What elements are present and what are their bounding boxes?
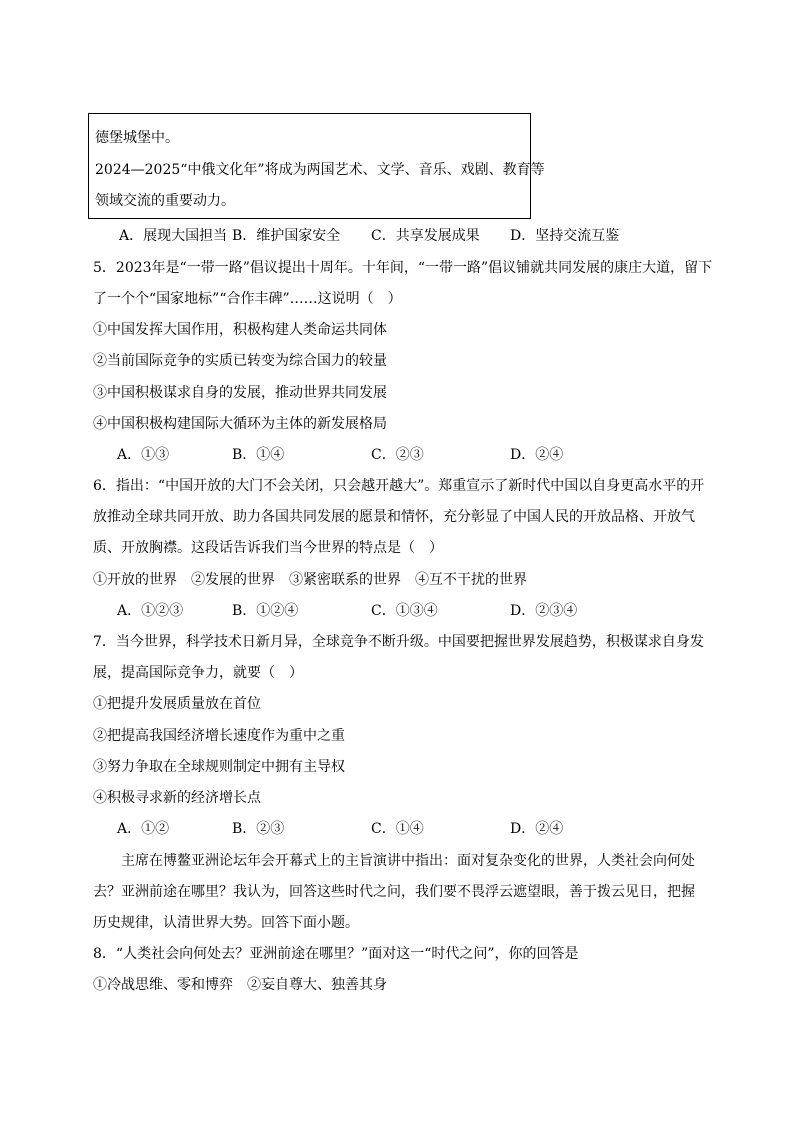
q6-stem-line-1: 6．指出：“中国开放的大门不会关闭，只会越开越大”。郑重宣示了新时代中国以自身更高水平的开 [93,478,705,494]
q6-option-d[interactable]: D．②③④ [510,603,578,619]
q4-option-d[interactable]: D．坚持交流互鉴 [510,228,620,244]
q5-option-c[interactable]: C．②③ [371,447,424,463]
q6-option-c[interactable]: C．①③④ [371,603,438,619]
q6-stem-line-3: 质、开放胸襟。这段话告诉我们当今世界的特点是（ ） [93,540,443,556]
q7-statement-2: ②把提高我国经济增长速度作为重中之重 [93,728,345,744]
material-box [88,113,545,219]
q5-options [0,446,794,464]
q7-option-a[interactable]: A．①② [117,821,170,837]
q8-stem: 8．“人类社会向何处去？亚洲前途在哪里？”面对这一“时代之问”，你的回答是 [93,946,579,962]
passage-line-2: 去？亚洲前途在哪里？我认为，回答这些时代之问，我们要不畏浮云遮望眼，善于拨云见日，把握 [93,884,695,900]
q7-statement-3: ③努力争取在全球规则制定中拥有主导权 [93,759,345,775]
q5-statement-3: ③中国积极谋求自身的发展，推动世界共同发展 [93,385,387,401]
material-line-1: 德堡城堡中。 [95,130,179,146]
q6-statements: ①开放的世界 ②发展的世界 ③紧密联系的世界 ④互不干扰的世界 [93,572,527,588]
q5-stem-line-2: 了一个个“国家地标”“合作丰碑”……这说明（ ） [93,291,402,307]
q5-option-a[interactable]: A．①③ [117,447,170,463]
q4-options [0,227,794,245]
q4-option-b[interactable]: B．维护国家安全 [232,228,341,244]
q6-option-a[interactable]: A．①②③ [117,603,184,619]
q5-statement-2: ②当前国际竞争的实质已转变为综合国力的较量 [93,353,387,369]
q5-statement-1: ①中国发挥大国作用，积极构建人类命运共同体 [93,322,387,338]
q5-option-b[interactable]: B．①④ [232,447,285,463]
q7-statement-4: ④积极寻求新的经济增长点 [93,790,261,806]
material-line-2: 2024—2025“中俄文化年”将成为两国艺术、文学、音乐、戏剧、教育等 [95,162,545,178]
q7-option-b[interactable]: B．②③ [232,821,285,837]
q4-option-c[interactable]: C．共享发展成果 [371,228,480,244]
q7-option-d[interactable]: D．②④ [510,821,564,837]
q7-option-c[interactable]: C．①④ [371,821,424,837]
q7-stem-line-1: 7．当今世界，科学技术日新月异，全球竞争不断升级。中国要把握世界发展趋势，积极谋求自身发 [93,634,704,650]
passage-line-3: 历史规律，认清世界大势。回答下面小题。 [93,915,359,931]
passage-line-1: 主席在博鳌亚洲论坛年会开幕式上的主旨演讲中指出：面对复杂变化的世界，人类社会向何处 [121,853,695,869]
q5-option-d[interactable]: D．②④ [510,447,564,463]
q4-option-a[interactable]: A．展现大国担当 [119,228,228,244]
q7-statement-1: ①把提升发展质量放在首位 [93,696,261,712]
q7-options [0,820,794,838]
q6-stem-line-2: 放推动全球共同开放、助力各国共同发展的愿景和情怀，充分彰显了中国人民的开放品格、开放气 [93,509,695,525]
q7-stem-line-2: 展，提高国际竞争力，就要（ ） [93,665,303,681]
q6-options [0,602,794,620]
q8-statements: ①冷战思维、零和博弈 ②妄自尊大、独善其身 [93,977,387,993]
q6-option-b[interactable]: B．①②④ [232,603,299,619]
q5-stem-line-1: 5．2023年是“一带一路”倡议提出十周年。十年间，“一带一路”倡议铺就共同发展的康庄大道，留下 [93,260,713,276]
material-line-3: 领域交流的重要动力。 [95,193,235,209]
q5-statement-4: ④中国积极构建国际大循环为主体的新发展格局 [93,416,387,432]
